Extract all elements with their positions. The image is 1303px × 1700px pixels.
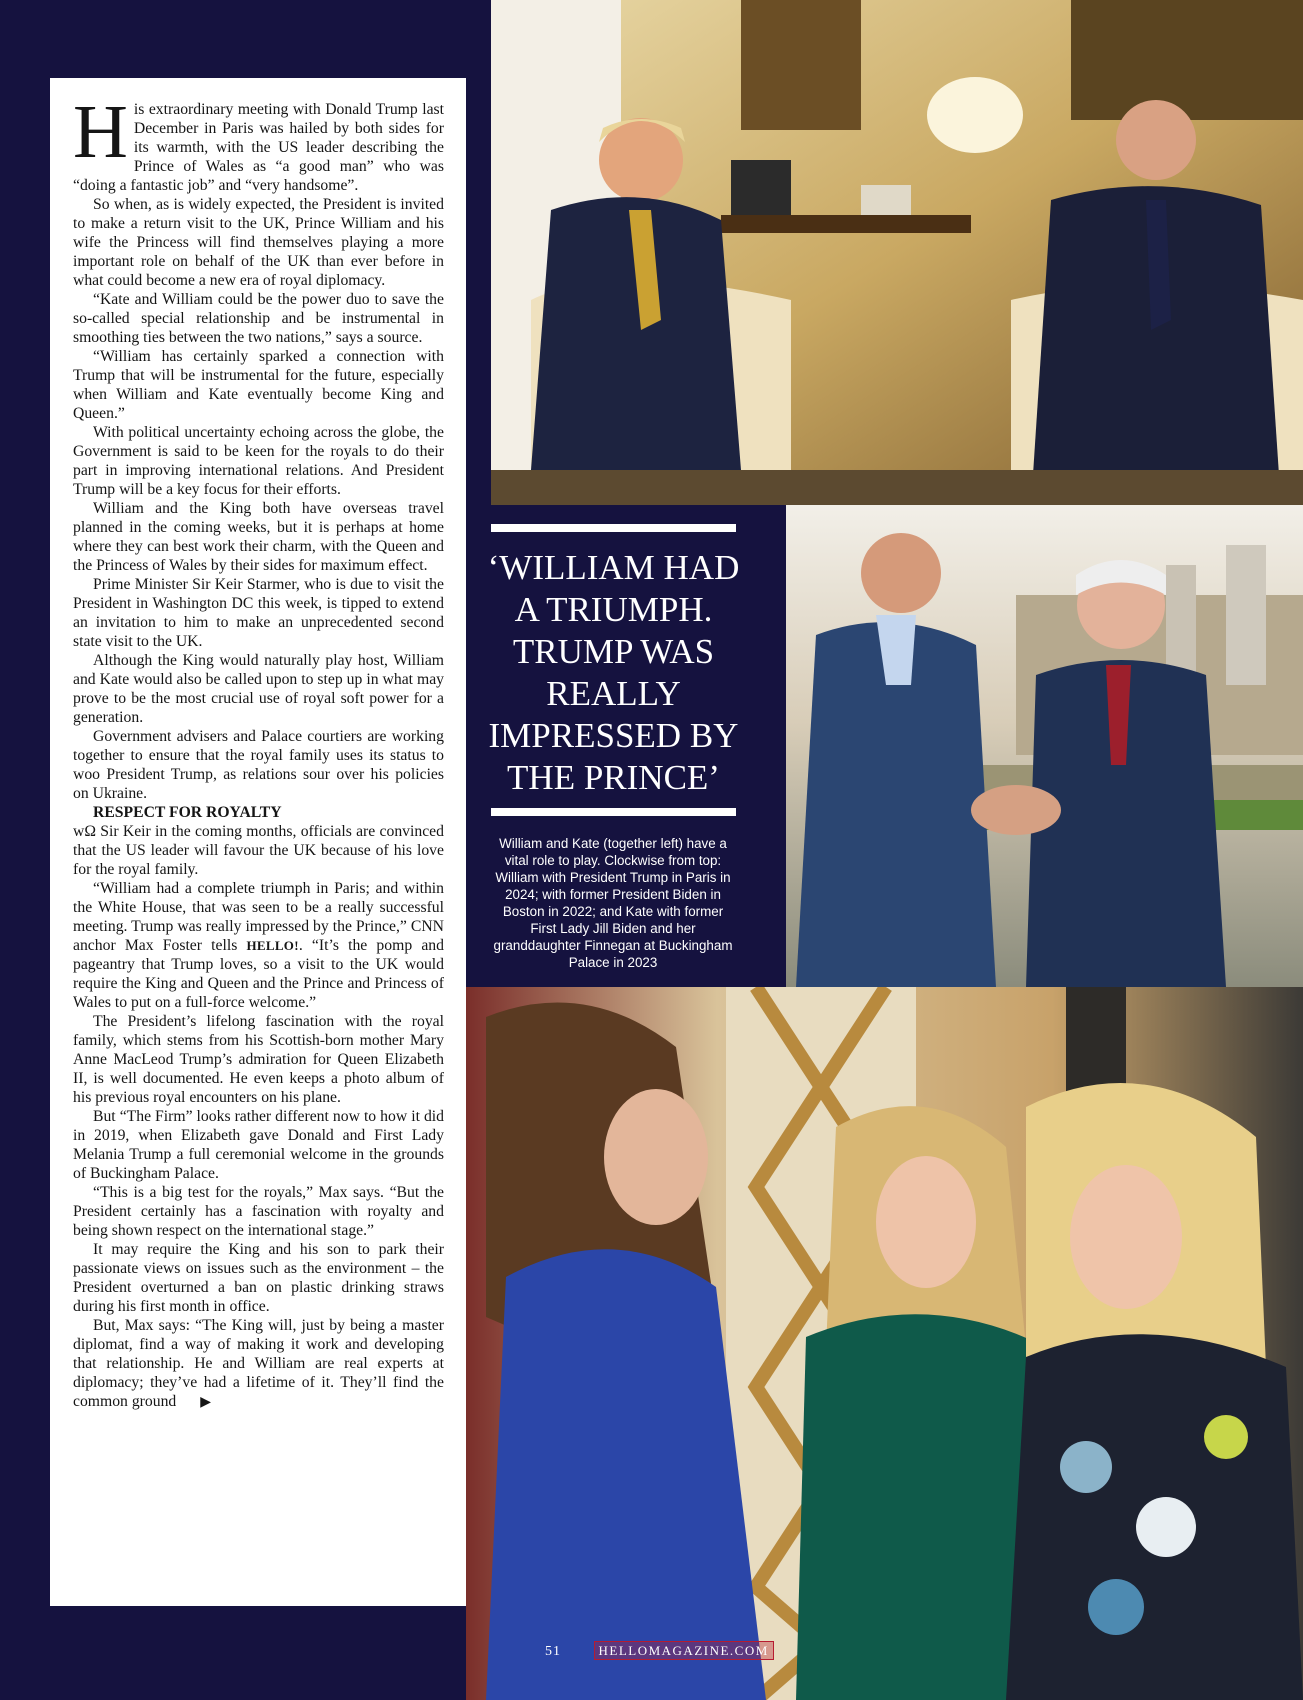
section-subhead: RESPECT FOR ROYALTY	[93, 804, 282, 821]
photo-caption: William and Kate (together left) have a vital role to play. Clockwise from top: William with President Trump in Paris in 2024; with former President Biden in Boston in 2022; and Kate with former First Lady Jill Biden and her granddaughter Finnegan at Buckingham Palace in 2023	[493, 836, 733, 970]
continue-arrow-icon: ▶	[200, 1395, 211, 1410]
article-paragraph: “Kate and William could be the power duo to save the so-called special relationship and be instrumental in smoothing ties between the two nations,” says a source.	[73, 291, 444, 346]
page-footer	[545, 1643, 774, 1660]
page-number: 51	[545, 1644, 561, 1659]
paragraph-text: . “It’s the pomp and pageantry that Trump loves, so a visit to the UK would require the King and Queen and the Prince and Princess of Wales to put on a full-force welcome.”	[73, 937, 444, 1011]
paragraph-text: “William had a complete triumph in Paris; and within the White House, that was seen to be a really successful meeting. Trump was really impressed by the Prince,” CNN anchor Max Foster tells	[73, 880, 444, 954]
article-paragraph: Although the King would naturally play host, William and Kate would also be called upon to step up in what may prove to be the most crucial use of royal soft power for a generation.	[73, 652, 444, 726]
article-paragraph: wΩ Sir Keir in the coming months, officials are convinced that the US leader will favour the UK because of his love for the royal family.	[73, 823, 444, 878]
paragraph-text: is extraordinary meeting with Donald Trump last December in Paris was hailed by both sides for its warmth, with the US leader describing the Prince of Wales as “a good man” who was “doing a fantastic job” and “very handsome”.	[73, 101, 444, 194]
article-paragraph: It may require the King and his son to park their passionate views on issues such as the environment – the President overturned a ban on plastic drinking straws during his first month in office.	[73, 1241, 444, 1315]
pull-quote-box	[466, 505, 786, 987]
paragraph-text: But, Max says: “The King will, just by being a master diplomat, find a way of making it work and developing that relationship. He and William are real experts at diplomacy; they’ve had a lifetime of it. They’ll find the common ground	[73, 1317, 444, 1410]
article-paragraph: The President’s lifelong fascination with the royal family, which stems from his Scottish-born mother Mary Anne MacLeod Trump’s admiration for Queen Elizabeth II, is well documented. He even keeps a photo album of his previous royal encounters on his plane.	[73, 1013, 444, 1106]
article-paragraph	[73, 1316, 444, 1412]
article-paragraph: “This is a big test for the royals,” Max says. “But the President certainly has a fascination with royalty and being shown respect on the international stage.”	[73, 1184, 444, 1239]
photo-william-biden-boston	[786, 505, 1303, 987]
quote-bottom-rule	[491, 808, 736, 816]
photo-trump-william-paris	[491, 0, 1303, 505]
drop-cap: H	[73, 90, 128, 174]
website-link[interactable]: HELLOMAGAZINE.COM	[594, 1641, 774, 1660]
quote-top-rule	[491, 524, 736, 532]
article-paragraph: But “The Firm” looks rather different now to how it did in 2019, when Elizabeth gave Donald and First Lady Melania Trump a full ceremonial welcome in the grounds of Buckingham Palace.	[73, 1108, 444, 1182]
article-paragraph: With political uncertainty echoing across the globe, the Government is said to be keen for the royals to do their part in improving international relations. And President Trump will be a key focus for their efforts.	[73, 424, 444, 498]
article-paragraph: Prime Minister Sir Keir Starmer, who is due to visit the President in Washington DC this week, is tipped to extend an invitation to him to make an unprecedented second state visit to the UK.	[73, 576, 444, 650]
pull-quote: ‘WILLIAM HAD A TRIUMPH. TRUMP WAS REALLY IMPRESSED BY THE PRINCE’	[487, 548, 740, 797]
article-paragraph: William and the King both have overseas travel planned in the coming weeks, but it is perhaps at home where they can best work their charm, with the Queen and the Princess of Wales by their sides for maximum effect.	[73, 500, 444, 574]
photo-kate-jill-biden-finnegan	[466, 987, 1303, 1700]
article-paragraph: “William has certainly sparked a connection with Trump that will be instrumental for the future, especially when William and Kate eventually become King and Queen.”	[73, 348, 444, 422]
article-paragraph: Government advisers and Palace courtiers are working together to ensure that the royal family uses its status to woo President Trump, as relations sour over his policies on Ukraine.	[73, 728, 444, 802]
article-paragraph	[73, 90, 444, 195]
hello-magazine-mark: HELLO!	[246, 938, 299, 953]
article-paragraph	[73, 879, 444, 1012]
article-paragraph: So when, as is widely expected, the President is invited to make a return visit to the UK, Prince William and his wife the Princess will find themselves playing a more important role on behalf of the UK than ever before in what could become a new era of royal diplomacy.	[73, 196, 444, 289]
article-body	[50, 78, 466, 1606]
